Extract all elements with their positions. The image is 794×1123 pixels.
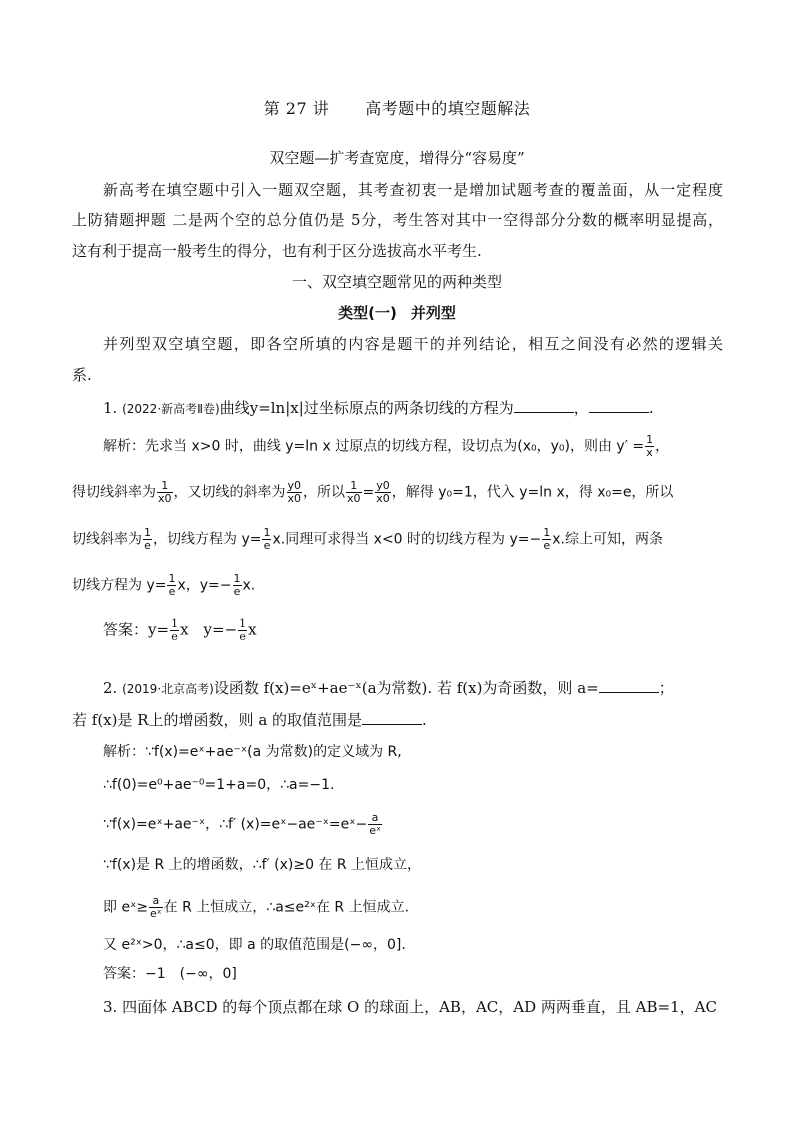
frac-num: a [149,895,163,908]
comma: ， [655,438,670,455]
q1-end: . [648,399,654,417]
q2-source: (2019·北京高考) [122,682,214,696]
q2-blank-1 [599,678,659,693]
q2-stem-a-end: ； [658,679,674,697]
q1-number: 1. [103,399,118,417]
q1-sol-3d: x.综上可知，两条 [552,531,663,548]
fraction [238,618,247,643]
fraction [375,480,391,505]
frac-num: y0 [287,479,302,492]
q1-answer [103,618,257,643]
frac-den: e [263,539,271,552]
frac-den: x0 [376,492,390,505]
type-desc-2: 系. [72,366,92,384]
frac-num: 1 [543,526,551,539]
frac-den: x0 [347,492,361,505]
frac-den: e [239,630,246,643]
fraction [368,812,382,837]
lecture-name: 高考题中的填空题解法 [365,99,531,118]
q2-answer: 答案：−1 (−∞，0] [103,966,237,982]
q1-stem-text: 曲线y=ln|x|过坐标原点的两条切线的方程为 [219,399,514,417]
q3-line: 3. 四面体 ABCD 的每个顶点都在球 O 的球面上，AB，AC，AD 两两垂直，且 AB=1，AC [103,998,717,1016]
frac-den: e [233,585,241,598]
intro-line-3: 这有利于提高一般考生的得分，也有利于区分选拔高水平考生. [72,242,482,260]
frac-den: e [168,585,176,598]
fraction [149,895,163,920]
lecture-title [0,96,794,119]
q2-blank-2 [362,710,422,725]
q2-stem-b-end: . [422,711,427,729]
q2-stem-a: 设函数 f(x)=eˣ+ae⁻ˣ(a为常数). 若 f(x)为奇函数，则 a= [213,679,599,697]
frac-den: e [144,539,151,552]
frac-num: y0 [376,479,390,492]
fraction [542,527,551,552]
q1-ans-c: x [248,620,257,639]
q2-number: 2. [103,679,118,697]
q1-sol-3c: x.同理可求得当 x<0 时的切线方程为 y=− [272,531,542,548]
frac-den: eˣ [369,824,381,837]
q2-stem-line-2 [72,710,427,730]
q2-sol-5 [103,895,409,920]
frac-den: x [646,446,653,459]
fraction [645,434,654,459]
frac-den: e [171,630,178,643]
intro-line-1: 新高考在填空题中引入一题双空题，其考查初衷一是增加试题考查的覆盖面，从一定程度 [103,181,723,199]
q1-sol-3a: 切线斜率为 [72,531,142,548]
frac-num: 1 [646,433,654,446]
frac-num: 1 [168,572,176,585]
frac-num: a [368,812,382,825]
frac-num: 1 [157,480,173,493]
q2-sol-3a: ∵f(x)=eˣ+ae⁻ˣ，∴f′ (x)=eˣ−ae⁻ˣ=eˣ− [103,816,368,833]
answer-label: 答案： [103,620,149,639]
q1-sol-2c: ，所以 [303,484,346,501]
frac-den: x0 [158,492,172,505]
type-heading [0,303,794,323]
q1-ans-b: x y=− [180,620,238,639]
intro-line-2: 上防猜题押题 二是两个空的总分值仍是 5分，考生答对其中一空得部分分数的概率明显提高， [72,211,723,229]
q1-sol-2b: ，又切线的斜率为 [173,484,286,501]
q2-sol-5b: 在 R 上恒成立，∴a≤e²ˣ在 R 上恒成立. [163,899,410,916]
q1-sol-4c: x. [242,577,256,594]
q1-stem [103,398,654,419]
frac-num: 1 [239,617,247,630]
frac-den: eˣ [150,907,162,920]
q1-sol-4b: x，y=− [177,577,232,594]
q1-solution-line-1 [103,434,669,459]
frac-den: x0 [287,492,302,505]
fraction [262,527,271,552]
type-desc-1: 并列型双空填空题，即各空所填的内容是题干的并列结论，相互之间没有必然的逻辑关 [103,335,723,353]
q2-sol-2: ∴f(0)=e⁰+ae⁻⁰=1+a=0，∴a=−1. [103,777,335,793]
frac-den: e [543,539,551,552]
q2-sol-5a: 即 eˣ≥ [103,899,149,916]
type-name: 并列型 [410,304,456,322]
fraction [143,527,152,552]
frac-num: 1 [346,480,362,493]
q1-ans-a: y= [148,620,170,639]
fraction [233,573,242,598]
q2-sol-6: 又 e²ˣ>0，∴a≤0，即 a 的取值范围是(−∞，0]. [103,937,406,953]
q1-blank-1 [514,398,574,413]
q1-sol-4a: 切线方程为 y= [72,577,167,594]
frac-num: 1 [233,572,241,585]
q1-sol-3b: ，切线方程为 y= [153,531,262,548]
fraction [157,480,173,505]
q1-sol-2d: ，解得 y₀=1，代入 y=ln x，得 x₀=e，所以 [391,484,674,501]
q1-solution-line-2 [72,480,673,505]
q2-stem-b: 若 f(x)是 R上的增函数，则 a 的取值范围是 [72,711,363,729]
q1-sep: ， [573,399,589,417]
q1-solution-line-3 [72,527,663,552]
intro-heading: 双空题—扩考查宽度，增得分“容易度” [269,149,525,167]
fraction [346,480,362,505]
section-heading: 一、双空填空题常见的两种类型 [291,273,502,291]
lecture-number: 第 27 讲 [263,99,330,118]
q1-source: (2022·新高考Ⅱ卷) [122,402,220,416]
fraction [170,618,179,643]
equals: = [362,484,375,501]
frac-num: 1 [144,526,151,539]
q1-solution-line-4 [72,573,255,598]
q2-sol-4: ∵f(x)是 R 上的增函数，∴f′ (x)≥0 在 R 上恒成立， [103,857,422,873]
q1-sol-1a: 解析：先求当 x>0 时，曲线 y=ln x 过原点的切线方程，设切点为(x₀，y₀)，则由 y′ = [103,438,645,455]
q1-sol-2a: 得切线斜率为 [72,484,156,501]
q2-sol-1: 解析：∵f(x)=eˣ+ae⁻ˣ(a 为常数)的定义域为 R, [103,744,402,760]
q2-sol-3 [103,812,383,837]
frac-num: 1 [263,526,271,539]
q1-blank-2 [589,398,649,413]
fraction [287,480,303,505]
frac-num: 1 [171,617,179,630]
q2-stem-line-1 [103,678,674,699]
fraction [167,573,176,598]
type-label: 类型(一) [338,304,397,322]
